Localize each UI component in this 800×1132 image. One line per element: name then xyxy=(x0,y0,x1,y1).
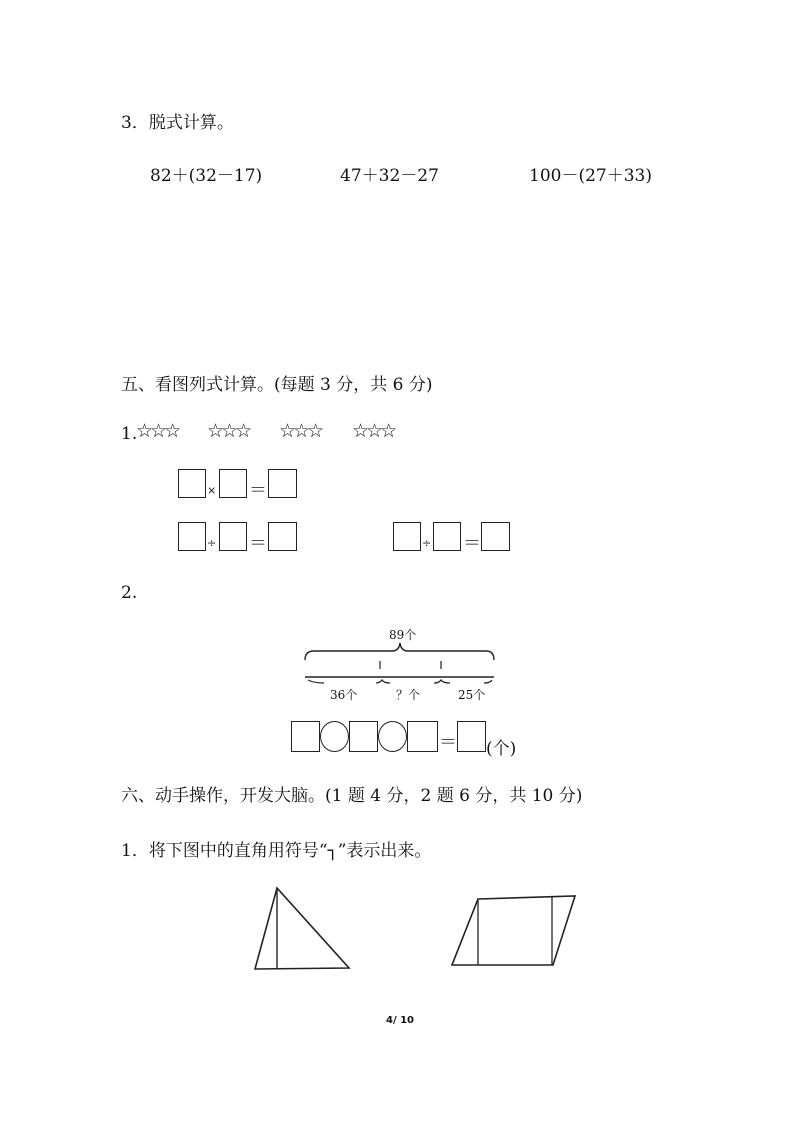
unit-label: (个) xyxy=(486,739,517,759)
total-label: 89个 xyxy=(389,628,417,642)
expr-1: 82＋(32－17) xyxy=(150,166,263,186)
q2-label: 2. xyxy=(121,583,138,603)
triangle-shape xyxy=(255,888,349,969)
star-group-3: ☆☆☆ xyxy=(279,420,322,442)
divide-sign: ÷ xyxy=(422,537,432,550)
segment-label-3: 25个 xyxy=(458,688,486,702)
divide-sign: ÷ xyxy=(207,537,217,550)
segment-label-1: 36个 xyxy=(330,688,358,702)
equals-sign: ＝ xyxy=(249,533,267,554)
times-sign: × xyxy=(207,484,217,497)
equals-sign: ＝ xyxy=(249,480,267,501)
segment-label-2: ？个 xyxy=(396,688,421,702)
equals-sign: ＝ xyxy=(463,533,481,554)
star-group-2: ☆☆☆ xyxy=(207,420,250,442)
star-group-1: ☆☆☆ xyxy=(136,420,179,442)
q6-1-text: 1．将下图中的直角用符号“┐”表示出来。 xyxy=(121,841,432,861)
q1-label: 1. xyxy=(121,424,138,444)
parallelogram-shape xyxy=(452,896,575,965)
section-5-title: 五、看图列式计算。(每题 3 分，共 6 分) xyxy=(121,375,433,395)
star-group-4: ☆☆☆ xyxy=(352,420,395,442)
expr-2: 47＋32－27 xyxy=(340,166,439,186)
q3-title: 3．脱式计算。 xyxy=(121,113,234,133)
equals-sign: ＝ xyxy=(439,732,457,753)
section-6-title: 六、动手操作，开发大脑。(1 题 4 分，2 题 6 分，共 10 分) xyxy=(121,786,583,806)
expr-3: 100－(27＋33) xyxy=(529,166,652,186)
page-number: 4/ 10 xyxy=(386,1015,415,1026)
